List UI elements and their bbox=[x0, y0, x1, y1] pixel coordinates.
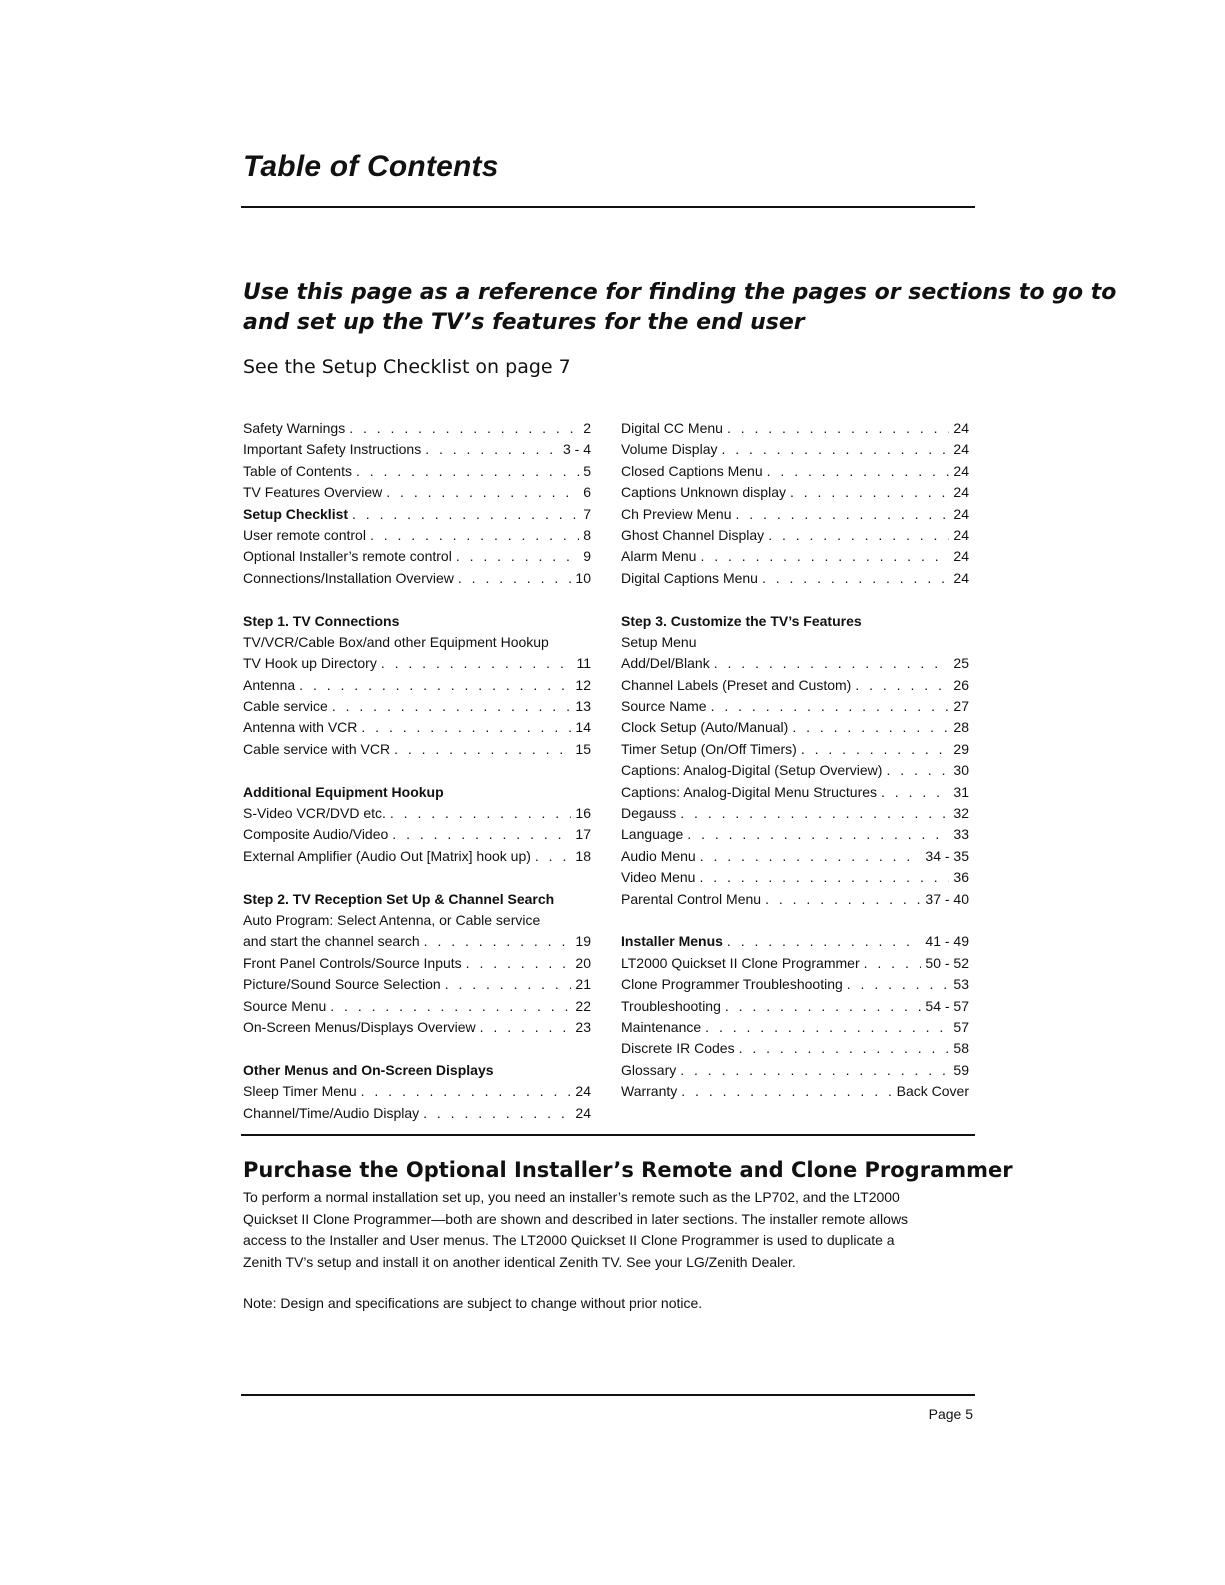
toc-leader-dots bbox=[687, 824, 949, 845]
toc-entry-title: Installer Menus bbox=[621, 933, 723, 950]
toc-entry-title: Optional Installer’s remote control bbox=[243, 548, 452, 565]
toc-entry[interactable] bbox=[243, 546, 591, 567]
toc-entry-page: 24 bbox=[575, 1083, 591, 1100]
toc-entry-page: 57 bbox=[953, 1018, 969, 1035]
toc-entry[interactable] bbox=[621, 974, 969, 995]
toc-leader-dots bbox=[768, 525, 949, 546]
toc-entry[interactable] bbox=[243, 525, 591, 546]
toc-entry[interactable] bbox=[243, 739, 591, 760]
toc-entry-page: 24 bbox=[953, 462, 969, 479]
toc-entry-page: 23 bbox=[575, 1018, 591, 1035]
toc-entry-title: Digital CC Menu bbox=[621, 420, 723, 436]
toc-entry-page: 24 bbox=[575, 1104, 591, 1121]
toc-entry[interactable] bbox=[621, 739, 969, 760]
toc-entry[interactable] bbox=[243, 568, 591, 589]
toc-entry-page: 11 bbox=[576, 655, 591, 672]
toc-entry-page: 24 bbox=[953, 484, 969, 501]
toc-leader-dots bbox=[361, 717, 571, 738]
toc-leader-dots bbox=[727, 418, 949, 439]
toc-entry-page: 41 - 49 bbox=[925, 933, 969, 950]
footer-divider bbox=[241, 1394, 975, 1396]
toc-entry-title: and start the channel search bbox=[243, 933, 420, 950]
toc-leader-dots bbox=[864, 953, 922, 974]
toc-leader-dots bbox=[886, 760, 949, 781]
toc-subheading: Auto Program: Select Antenna, or Cable service bbox=[243, 911, 541, 928]
toc-entry[interactable] bbox=[243, 717, 591, 738]
toc-entry-title: Front Panel Controls/Source Inputs bbox=[243, 954, 462, 971]
toc-leader-dots bbox=[790, 482, 949, 503]
toc-section-heading: Step 3. Customize the TV’s Features bbox=[621, 612, 862, 629]
toc-entry-title: Alarm Menu bbox=[621, 548, 697, 565]
toc-subheading: Setup Menu bbox=[621, 633, 697, 650]
toc-leader-dots bbox=[381, 653, 573, 674]
toc-entry-title: Digital Captions Menu bbox=[621, 569, 758, 586]
toc-leader-dots bbox=[792, 717, 949, 738]
toc-leader-dots bbox=[705, 1017, 949, 1038]
toc-entry-title: Ch Preview Menu bbox=[621, 505, 732, 522]
toc-entry-title: Clock Setup (Auto/Manual) bbox=[621, 719, 789, 736]
toc-entry[interactable] bbox=[621, 675, 969, 696]
toc-entry[interactable] bbox=[621, 546, 969, 567]
title-divider bbox=[241, 206, 975, 208]
toc-entry[interactable] bbox=[243, 1103, 591, 1124]
toc-entry-title: On-Screen Menus/Displays Overview bbox=[243, 1018, 476, 1035]
toc-entry-title: Connections/Installation Overview bbox=[243, 569, 454, 586]
toc-entry[interactable] bbox=[621, 760, 969, 781]
toc-entry[interactable] bbox=[621, 867, 969, 888]
toc-leader-dots bbox=[847, 974, 950, 995]
toc-entry[interactable] bbox=[621, 696, 969, 717]
toc-entry-title: Composite Audio/Video bbox=[243, 826, 389, 843]
toc-leader-dots bbox=[330, 996, 571, 1017]
toc-leader-dots bbox=[352, 504, 579, 525]
toc-left-column bbox=[243, 418, 591, 1124]
toc-entry[interactable] bbox=[621, 1038, 969, 1059]
toc-leader-dots bbox=[765, 889, 921, 910]
toc-entry[interactable] bbox=[243, 974, 591, 995]
toc-entry[interactable] bbox=[621, 1017, 969, 1038]
paragraph-line: To perform a normal installation set up, you need an installer’s remote such as the LP702, and the LT2000 bbox=[243, 1189, 900, 1205]
toc-section-heading: Additional Equipment Hookup bbox=[243, 783, 444, 800]
toc-entry[interactable] bbox=[243, 675, 591, 696]
toc-leader-dots bbox=[711, 696, 950, 717]
toc-entry-page: 7 bbox=[583, 505, 591, 522]
toc-leader-dots bbox=[480, 1017, 572, 1038]
toc-entry[interactable] bbox=[621, 504, 969, 525]
toc-entry-page: 20 bbox=[575, 954, 591, 971]
toc-entry[interactable] bbox=[621, 803, 969, 824]
toc-entry[interactable] bbox=[243, 504, 591, 525]
toc-entry-title: Audio Menu bbox=[621, 847, 696, 864]
toc-entry-title: Sleep Timer Menu bbox=[243, 1083, 357, 1100]
toc-entry[interactable] bbox=[621, 889, 969, 910]
toc-entry-title: Glossary bbox=[621, 1061, 677, 1078]
toc-entry-page: 6 bbox=[583, 484, 591, 501]
toc-entry[interactable] bbox=[621, 525, 969, 546]
toc-entry-page: 3 - 4 bbox=[562, 441, 591, 458]
toc-entry-page: 34 - 35 bbox=[925, 847, 969, 864]
toc-entry[interactable] bbox=[243, 696, 591, 717]
toc-leader-dots bbox=[466, 953, 572, 974]
toc-entry[interactable] bbox=[243, 824, 591, 845]
toc-leader-dots bbox=[386, 482, 579, 503]
toc-entry-page: 27 bbox=[953, 698, 969, 715]
toc-leader-dots bbox=[722, 439, 950, 460]
toc-entry[interactable] bbox=[621, 439, 969, 460]
toc-entry-title: Video Menu bbox=[621, 869, 696, 886]
toc-leader-dots bbox=[390, 803, 572, 824]
toc-entry-page: 37 - 40 bbox=[925, 890, 969, 907]
toc-entry[interactable] bbox=[243, 439, 591, 460]
toc-entry-title: Clone Programmer Troubleshooting bbox=[621, 976, 843, 993]
toc-entry-page: 24 bbox=[953, 505, 969, 522]
toc-spacer bbox=[243, 1038, 591, 1059]
toc-entry-page: 53 bbox=[953, 976, 969, 993]
toc-entry[interactable] bbox=[243, 846, 591, 867]
toc-entry-title: Antenna with VCR bbox=[243, 719, 358, 736]
toc-entry-page: 22 bbox=[575, 997, 591, 1014]
toc-leader-dots bbox=[700, 546, 949, 567]
toc-entry[interactable] bbox=[621, 996, 969, 1017]
toc-leader-dots bbox=[370, 525, 579, 546]
toc-entry[interactable] bbox=[621, 1060, 969, 1081]
toc-entry-page: 24 bbox=[953, 526, 969, 543]
toc-entry[interactable] bbox=[621, 653, 969, 674]
toc-leader-dots bbox=[680, 803, 949, 824]
toc-leader-dots bbox=[739, 1038, 950, 1059]
toc-entry-title: Volume Display bbox=[621, 441, 718, 458]
toc-entry[interactable] bbox=[621, 931, 969, 952]
paragraph-line: access to the Installer and User menus. The LT2000 Quickset II Clone Programmer is used to duplicate a bbox=[243, 1232, 895, 1248]
page-title: Table of Contents bbox=[243, 150, 499, 183]
toc-entry-title: TV Features Overview bbox=[243, 484, 383, 501]
toc-leader-dots bbox=[762, 568, 949, 589]
paragraph-line: Zenith TV’s setup and install it on another identical Zenith TV. See your LG/Zenith Dealer. bbox=[243, 1253, 796, 1270]
toc-entry[interactable] bbox=[243, 461, 591, 482]
toc-leader-dots bbox=[727, 931, 921, 952]
toc-entry-page: 8 bbox=[583, 526, 591, 543]
toc-entry-page: 33 bbox=[953, 826, 969, 843]
toc-entry[interactable] bbox=[243, 653, 591, 674]
toc-entry-title: Captions: Analog-Digital Menu Structures bbox=[621, 783, 878, 800]
toc-entry-title: Captions Unknown display bbox=[621, 484, 786, 501]
toc-entry-title: Language bbox=[621, 826, 684, 843]
toc-divider bbox=[241, 1134, 975, 1136]
toc-entry-page: 29 bbox=[953, 740, 969, 757]
toc-entry-title: Parental Control Menu bbox=[621, 890, 762, 907]
toc-leader-dots bbox=[699, 867, 949, 888]
toc-entry-page: 5 bbox=[583, 462, 591, 479]
toc-entry-title: Add/Del/Blank bbox=[621, 655, 710, 672]
toc-entry-page: 36 bbox=[953, 869, 969, 886]
toc-leader-dots bbox=[332, 696, 572, 717]
toc-entry-page: 21 bbox=[575, 976, 591, 993]
toc-entry[interactable] bbox=[621, 717, 969, 738]
toc-entry-page: 24 bbox=[953, 569, 969, 586]
toc-entry-page: 15 bbox=[575, 740, 591, 757]
toc-leader-dots bbox=[767, 461, 950, 482]
purchase-heading: Purchase the Optional Installer’s Remote and Clone Programmer bbox=[243, 1158, 1013, 1182]
toc-leader-dots bbox=[299, 675, 571, 696]
toc-entry-title: Picture/Sound Source Selection bbox=[243, 976, 441, 993]
toc-entry-title: Maintenance bbox=[621, 1018, 702, 1035]
toc-entry[interactable] bbox=[621, 568, 969, 589]
toc-entry-title: Setup Checklist bbox=[243, 505, 349, 522]
toc-entry-page: 2 bbox=[583, 420, 591, 436]
toc-entry-title: LT2000 Quickset II Clone Programmer bbox=[621, 954, 860, 971]
toc-entry-page: 30 bbox=[953, 762, 969, 779]
toc-entry[interactable] bbox=[621, 418, 969, 439]
toc-entry-page: 10 bbox=[575, 569, 591, 586]
toc-section-heading: Step 1. TV Connections bbox=[243, 612, 400, 629]
toc-spacer bbox=[243, 589, 591, 610]
toc-entry-page: 24 bbox=[953, 441, 969, 458]
toc-entry[interactable] bbox=[243, 996, 591, 1017]
toc-entry-page: 54 - 57 bbox=[925, 997, 969, 1014]
toc-entry-page: 26 bbox=[953, 676, 969, 693]
toc-right-column bbox=[621, 418, 969, 1103]
toc-entry-page: 50 - 52 bbox=[925, 954, 969, 971]
toc-entry-page: 19 bbox=[575, 933, 591, 950]
toc-entry[interactable] bbox=[243, 1017, 591, 1038]
toc-subheading: TV/VCR/Cable Box/and other Equipment Hookup bbox=[243, 633, 549, 650]
toc-entry-title: External Amplifier (Audio Out [Matrix] hook up) bbox=[243, 847, 531, 864]
toc-leader-dots bbox=[424, 931, 572, 952]
toc-entry-title: Safety Warnings bbox=[243, 420, 346, 436]
toc-entry-title: Important Safety Instructions bbox=[243, 441, 422, 458]
toc-entry-title: Table of Contents bbox=[243, 462, 352, 479]
setup-checklist-note: See the Setup Checklist on page 7 bbox=[243, 356, 571, 378]
toc-leader-dots bbox=[425, 439, 559, 460]
toc-section-heading: Step 2. TV Reception Set Up & Channel Search bbox=[243, 890, 555, 907]
toc-leader-dots bbox=[458, 568, 572, 589]
toc-entry-page: 16 bbox=[575, 805, 591, 822]
toc-entry[interactable] bbox=[621, 482, 969, 503]
toc-entry[interactable] bbox=[621, 953, 969, 974]
toc-leader-dots bbox=[801, 739, 950, 760]
specification-note: Note: Design and specifications are subject to change without prior notice. bbox=[243, 1295, 703, 1311]
toc-entry-title: Timer Setup (On/Off Timers) bbox=[621, 740, 797, 757]
intro-heading-line: Use this page as a reference for finding the pages or sections to go to bbox=[243, 280, 1117, 305]
toc-leader-dots bbox=[394, 739, 571, 760]
toc-entry[interactable] bbox=[621, 782, 969, 803]
toc-entry-title: Channel Labels (Preset and Custom) bbox=[621, 676, 852, 693]
toc-entry-title: User remote control bbox=[243, 526, 366, 543]
toc-leader-dots bbox=[681, 1081, 892, 1102]
toc-entry-title: Source Name bbox=[621, 698, 707, 715]
toc-leader-dots bbox=[714, 653, 950, 674]
toc-spacer bbox=[243, 867, 591, 888]
toc-leader-dots bbox=[855, 675, 949, 696]
toc-entry[interactable] bbox=[243, 953, 591, 974]
toc-leader-dots bbox=[392, 824, 571, 845]
intro-heading bbox=[243, 278, 1117, 338]
toc-leader-dots bbox=[736, 504, 950, 525]
toc-entry-page: 31 bbox=[953, 783, 969, 800]
toc-entry[interactable] bbox=[243, 803, 591, 824]
toc-entry[interactable] bbox=[243, 931, 591, 952]
toc-entry-page: 24 bbox=[953, 548, 969, 565]
toc-entry-page: 24 bbox=[953, 420, 969, 436]
toc-entry-title: Discrete IR Codes bbox=[621, 1040, 735, 1057]
page-number: Page 5 bbox=[928, 1406, 973, 1422]
intro-heading-line: and set up the TV’s features for the end user bbox=[243, 310, 805, 335]
purchase-paragraph bbox=[243, 1187, 973, 1273]
toc-entry-title: Source Menu bbox=[243, 997, 327, 1014]
toc-entry-title: TV Hook up Directory bbox=[243, 655, 377, 672]
toc-leader-dots bbox=[356, 461, 579, 482]
toc-entry[interactable] bbox=[621, 1081, 969, 1102]
toc-entry-title: Ghost Channel Display bbox=[621, 526, 765, 543]
paragraph-line: Quickset II Clone Programmer—both are shown and described in later sections. The installer remote allows bbox=[243, 1210, 909, 1227]
toc-spacer bbox=[621, 910, 969, 931]
toc-entry-title: Troubleshooting bbox=[621, 997, 721, 1014]
toc-leader-dots bbox=[361, 1081, 572, 1102]
toc-entry[interactable] bbox=[621, 846, 969, 867]
toc-entry-page: 13 bbox=[575, 698, 591, 715]
toc-entry-title: Warranty bbox=[621, 1083, 678, 1100]
toc-leader-dots bbox=[725, 996, 922, 1017]
toc-entry[interactable] bbox=[621, 461, 969, 482]
toc-entry-title: Cable service bbox=[243, 698, 328, 715]
toc-entry-title: Antenna bbox=[243, 676, 296, 693]
toc-entry[interactable] bbox=[621, 824, 969, 845]
toc-leader-dots bbox=[445, 974, 572, 995]
toc-entry-page: 32 bbox=[953, 805, 969, 822]
toc-leader-dots bbox=[456, 546, 579, 567]
toc-entry-page: 14 bbox=[575, 719, 591, 736]
toc-entry-page: 28 bbox=[953, 719, 969, 736]
toc-entry-page: 58 bbox=[953, 1040, 969, 1057]
toc-entry[interactable] bbox=[243, 482, 591, 503]
toc-entry-title: Degauss bbox=[621, 805, 677, 822]
toc-entry-page: 25 bbox=[953, 655, 969, 672]
toc-entry[interactable] bbox=[243, 418, 591, 439]
toc-entry-page: 9 bbox=[583, 548, 591, 565]
toc-entry-page: 12 bbox=[575, 676, 591, 693]
toc-leader-dots bbox=[700, 846, 922, 867]
toc-entry-title: Closed Captions Menu bbox=[621, 462, 763, 479]
toc-entry-page: 59 bbox=[953, 1061, 969, 1078]
toc-entry-title: Channel/Time/Audio Display bbox=[243, 1104, 420, 1121]
toc-leader-dots bbox=[680, 1060, 949, 1081]
toc-leader-dots bbox=[535, 846, 572, 867]
toc-spacer bbox=[243, 760, 591, 781]
toc-entry[interactable] bbox=[243, 1081, 591, 1102]
toc-leader-dots bbox=[349, 418, 579, 439]
toc-leader-dots bbox=[423, 1103, 571, 1124]
toc-entry-page: 17 bbox=[575, 826, 591, 843]
toc-spacer bbox=[621, 589, 969, 610]
toc-entry-title: S-Video VCR/DVD etc. bbox=[243, 805, 386, 822]
toc-entry-title: Cable service with VCR bbox=[243, 740, 391, 757]
toc-entry-page: Back Cover bbox=[896, 1083, 969, 1100]
toc-section-heading: Other Menus and On-Screen Displays bbox=[243, 1061, 494, 1078]
toc-leader-dots bbox=[881, 782, 949, 803]
toc-entry-page: 18 bbox=[575, 847, 591, 864]
toc-entry-title: Captions: Analog-Digital (Setup Overview) bbox=[621, 762, 883, 779]
